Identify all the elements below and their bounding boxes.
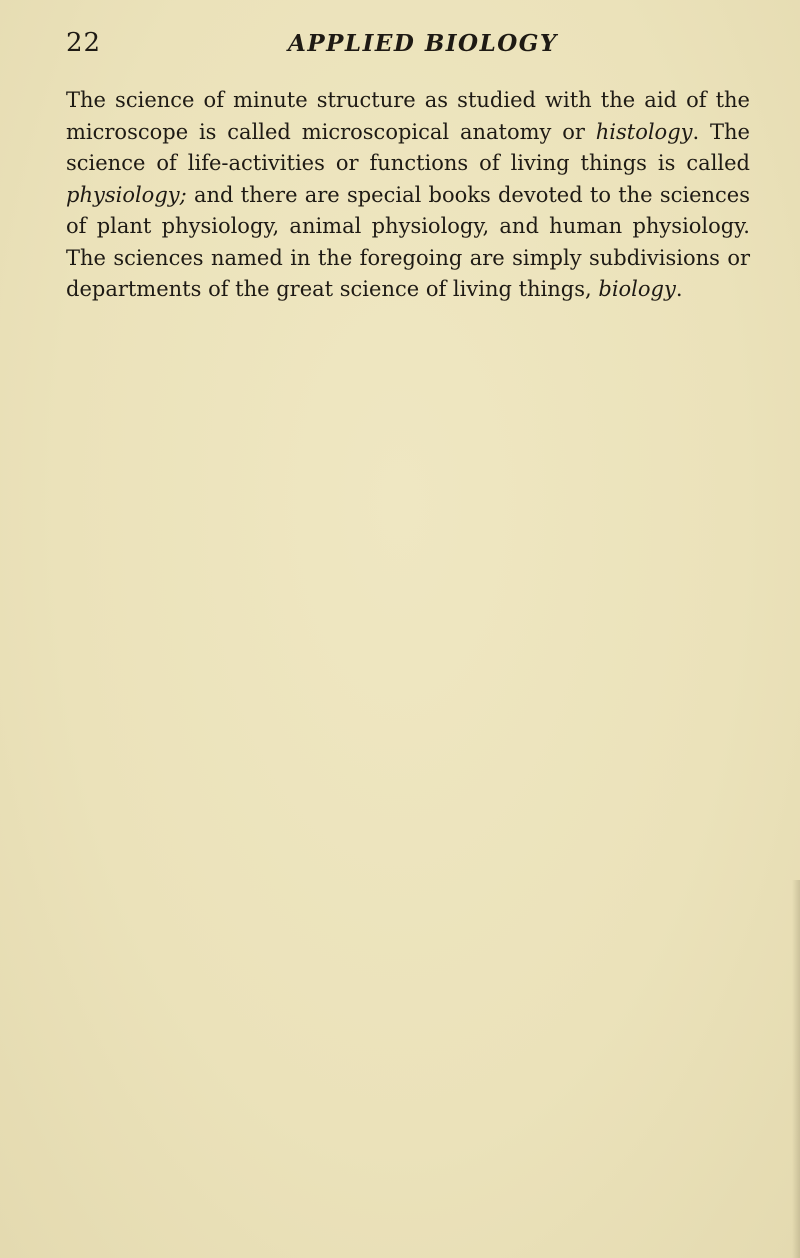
page-number: 22 <box>66 28 102 58</box>
body-paragraph <box>66 85 750 306</box>
text-segment: . <box>675 277 683 301</box>
term-histology: histology <box>595 119 693 144</box>
text-segment: . The science of life-activities or functions of living things is called <box>66 119 750 175</box>
term-physiology: physiology; <box>66 182 187 207</box>
term-biology: biology <box>598 277 676 301</box>
page-header <box>66 28 750 68</box>
text-segment: and there are special books devoted to the sciences of plant physiology, animal physiology, and human physiology. The sciences named in the foregoing are simply subdivisions or departments of the great science of living things, <box>66 182 750 301</box>
running-title: APPLIED BIOLOGY <box>288 30 558 57</box>
page-edge-shadow <box>792 880 800 1258</box>
text-segment: The science of minute structure as studied with the aid of the microscope is called microscopical anatomy or <box>66 88 750 144</box>
